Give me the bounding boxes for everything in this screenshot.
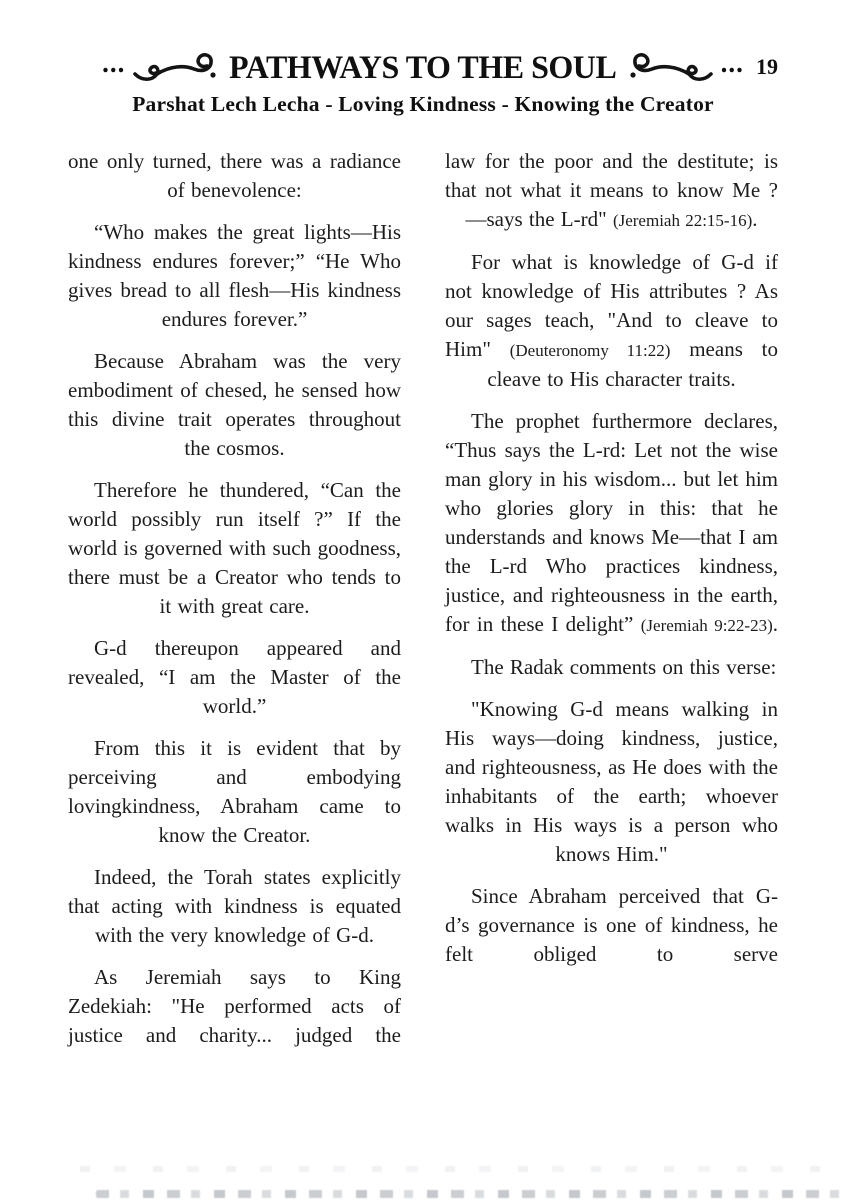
text-run: "Knowing G-d means walking in His ways—doing kindness, justice, and righteousness, as He does with the inhabitants of the earth; whoever walks in His ways is a person who knows Him.": [445, 697, 778, 866]
paragraph: [68, 218, 401, 334]
text-run: The Radak comments on this verse:: [471, 655, 777, 679]
column-right: [445, 147, 778, 1063]
page-title: PATHWAYS TO THE SOUL: [229, 49, 617, 86]
subtitle: Parshat Lech Lecha - Loving Kindness - Knowing the Creator: [132, 92, 714, 116]
paragraph: [68, 734, 401, 850]
text-run: law for the poor and the destitute; is that not what it means to know Me ?—says the L-rd": [445, 149, 778, 231]
paragraph: [445, 248, 778, 394]
text-run: .: [772, 612, 778, 636]
scripture-citation: (Deuteronomy 11:22): [509, 341, 671, 360]
text-run: means to cleave to His character traits.: [487, 337, 779, 391]
paragraph: [68, 963, 401, 1050]
text-run: .: [752, 207, 758, 231]
text-run: “Who makes the great lights—His kindness endures forever;” “He Who gives bread to all flesh—His kindness endures forever.”: [68, 220, 401, 331]
scan-noise-band: [80, 1166, 836, 1172]
text-columns: [0, 147, 846, 1063]
text-run: For what is knowledge of G-d if not knowledge of His attributes ? As our sages teach, "And to cleave to Him": [445, 250, 778, 361]
text-run: As Jeremiah says to King Zedekiah: "He performed acts of justice and charity... judged the: [68, 965, 401, 1047]
ornament-dots-right: ...: [720, 47, 744, 78]
paragraph: [445, 147, 778, 235]
page-number: 19: [756, 54, 778, 79]
text-run: From this it is evident that by perceiving and embodying lovingkindness, Abraham came to know the Creator.: [68, 736, 401, 847]
paragraph: [445, 695, 778, 869]
text-run: Because Abraham was the very embodiment of chesed, he sensed how this divine trait operates throughout the cosmos.: [68, 349, 401, 460]
text-run: one only turned, there was a radiance of benevolence:: [68, 149, 401, 202]
paragraph: [68, 863, 401, 950]
text-run: Therefore he thundered, “Can the world possibly run itself ?” If the world is governed with such goodness, there must be a Creator who tends to it with great care.: [68, 478, 401, 618]
text-run: Since Abraham perceived that G-d’s governance is one of kindness, he felt obliged to serve: [445, 884, 778, 966]
paragraph: [68, 347, 401, 463]
paragraph: [445, 407, 778, 640]
paragraph: [68, 147, 401, 205]
paragraph: [445, 882, 778, 969]
flourish-left-icon: [132, 53, 216, 83]
title-row: [0, 47, 846, 86]
paragraph: [68, 476, 401, 621]
ornament-dots-left: ...: [102, 47, 126, 78]
column-left: [68, 147, 401, 1063]
page-header: [0, 0, 846, 117]
text-run: Indeed, the Torah states explicitly that acting with kindness is equated with the very knowledge of G-d.: [68, 865, 401, 947]
scripture-citation: (Jeremiah 9:22-23): [640, 616, 773, 635]
scripture-citation: (Jeremiah 22:15-16): [612, 211, 753, 230]
paragraph: [68, 634, 401, 721]
text-run: The prophet furthermore declares, “Thus says the L-rd: Let not the wise man glory in his wisdom... but let him who glories glory in this: that he understands and knows Me—that I am the L-rd Who practices kindness, justice, and righteousness in the earth, for in these I delight”: [445, 409, 778, 636]
paragraph: [445, 653, 778, 682]
flourish-right-icon: [630, 53, 714, 83]
text-run: G-d thereupon appeared and revealed, “I am the Master of the world.”: [68, 636, 401, 718]
cutoff-next-line-artifact: [96, 1190, 842, 1198]
